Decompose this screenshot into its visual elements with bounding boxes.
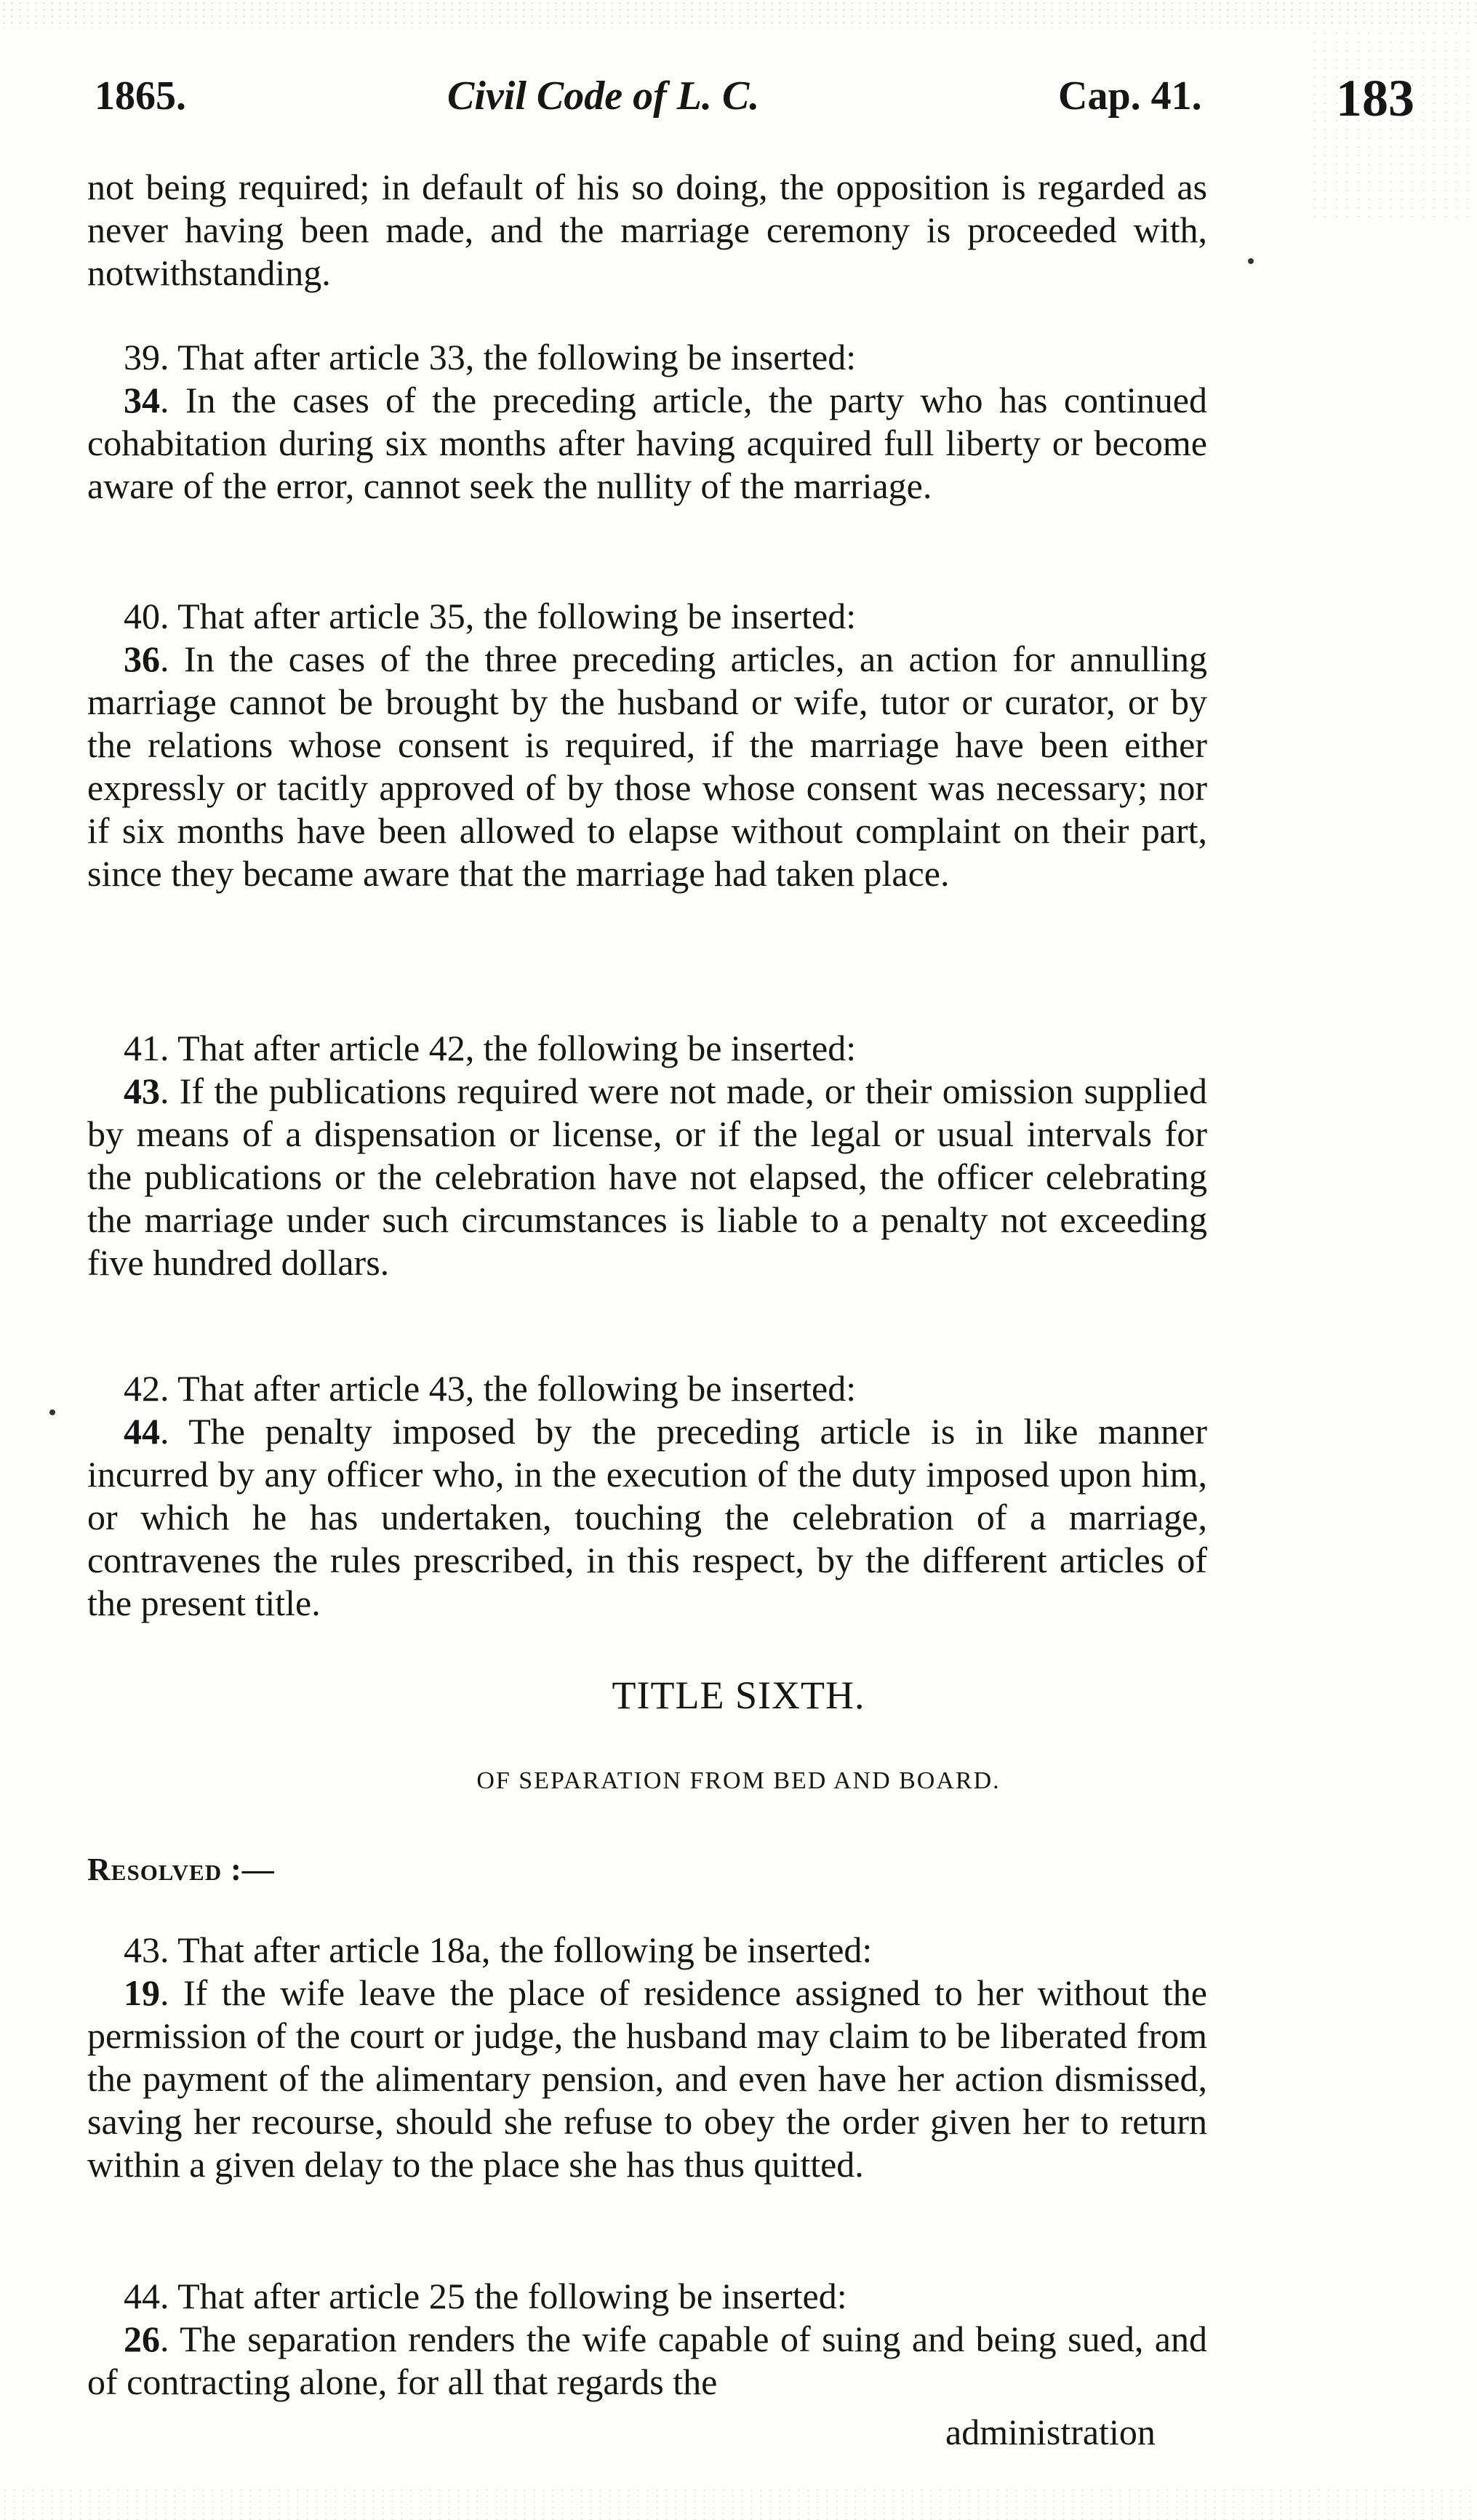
header-year: 1865. — [95, 73, 186, 119]
resolution-intro: 43. That after article 18a, the following be inserted: — [124, 1929, 873, 1970]
resolution-42 — [87, 1367, 1207, 1625]
article-number: 43 — [124, 1071, 160, 1111]
resolution-intro: 40. That after article 35, the following be inserted: — [124, 596, 857, 636]
article-paragraph — [87, 2318, 1207, 2404]
resolution-41 — [87, 1027, 1207, 1284]
article-number: 19 — [124, 1972, 160, 2013]
article-number: 44 — [124, 1411, 160, 1452]
article-paragraph — [87, 1070, 1207, 1284]
article-paragraph — [87, 379, 1207, 508]
article-text: . If the wife leave the place of residence assigned to her without the permission of the court or judge, the husband may claim to be liberated from the payment of the alimentary pension, and even have her action dismissed, saving her recourse, should she refuse to obey the order given her to return within a given delay to the place she has thus quitted. — [87, 1972, 1207, 2185]
catchword: administration — [945, 2412, 1156, 2452]
article-number: 36 — [124, 639, 160, 679]
scan-noise-top — [0, 0, 1477, 29]
article-number: 26 — [124, 2319, 160, 2359]
resolution-intro: 41. That after article 42, the following be inserted: — [124, 1028, 857, 1068]
header-title: Civil Code of L. C. — [447, 73, 760, 119]
article-number: 34 — [124, 380, 160, 420]
section-subtitle: OF SEPARATION FROM BED AND BOARD. — [476, 1767, 1001, 1794]
continuation-text: not being required; in default of his so doing, the opposition is regarded as never having been made, and the marriage ceremony is proceeded with, notwithstanding. — [87, 167, 1207, 293]
article-text: . The separation renders the wife capable of suing and being sued, and of contracting alone, for all that regards the — [87, 2319, 1207, 2402]
ink-speck — [1248, 258, 1254, 264]
ink-speck — [49, 1409, 55, 1415]
article-paragraph — [87, 1410, 1207, 1625]
scan-noise-bottom — [0, 2487, 1477, 2520]
resolution-44 — [87, 2275, 1207, 2404]
article-paragraph — [87, 638, 1207, 895]
article-paragraph — [87, 1972, 1207, 2186]
article-text: . If the publications required were not made, or their omission supplied by means of a dispensation or license, or if the legal or usual intervals for the publications or the celebration have not elapsed, the officer celebrating the marriage under such circumstances is liable to a penalty not exceeding five hundred dollars. — [87, 1071, 1207, 1283]
resolved-label: Resolved :— — [87, 1852, 275, 1887]
article-text: . In the cases of the three preceding articles, an action for annulling marriage cannot be brought by the husband or wife, tutor or curator, or by the relations whose consent is required, if the marriage have been either expressly or tacitly approved of by those whose consent was necessary; nor if six months have been allowed to elapse without complaint on their part, since they became aware that the marriage had taken place. — [87, 639, 1207, 894]
running-header — [95, 69, 1418, 138]
header-chapter: Cap. 41. — [1058, 73, 1202, 119]
resolution-39 — [87, 336, 1207, 508]
resolution-intro: 39. That after article 33, the following be inserted: — [124, 337, 857, 377]
continuation-paragraph — [87, 166, 1207, 295]
resolution-intro: 42. That after article 43, the following be inserted: — [124, 1368, 857, 1409]
article-text: . The penalty imposed by the preceding article is in like manner incurred by any officer who, in the execution of the duty imposed upon him, or which he has undertaken, touching the celebration of a marriage, contravenes the rules prescribed, in this respect, by the different articles of the present title. — [87, 1411, 1207, 1623]
section-title: TITLE SIXTH. — [612, 1673, 865, 1717]
page-number: 183 — [1336, 69, 1414, 127]
resolution-intro: 44. That after article 25 the following be inserted: — [124, 2276, 847, 2316]
article-text: . In the cases of the preceding article, the party who has continued cohabitation during six months after having acquired full liberty or become aware of the error, cannot seek the nullity of the marriage. — [87, 380, 1207, 506]
resolution-40 — [87, 595, 1207, 895]
resolution-43 — [87, 1929, 1207, 2186]
